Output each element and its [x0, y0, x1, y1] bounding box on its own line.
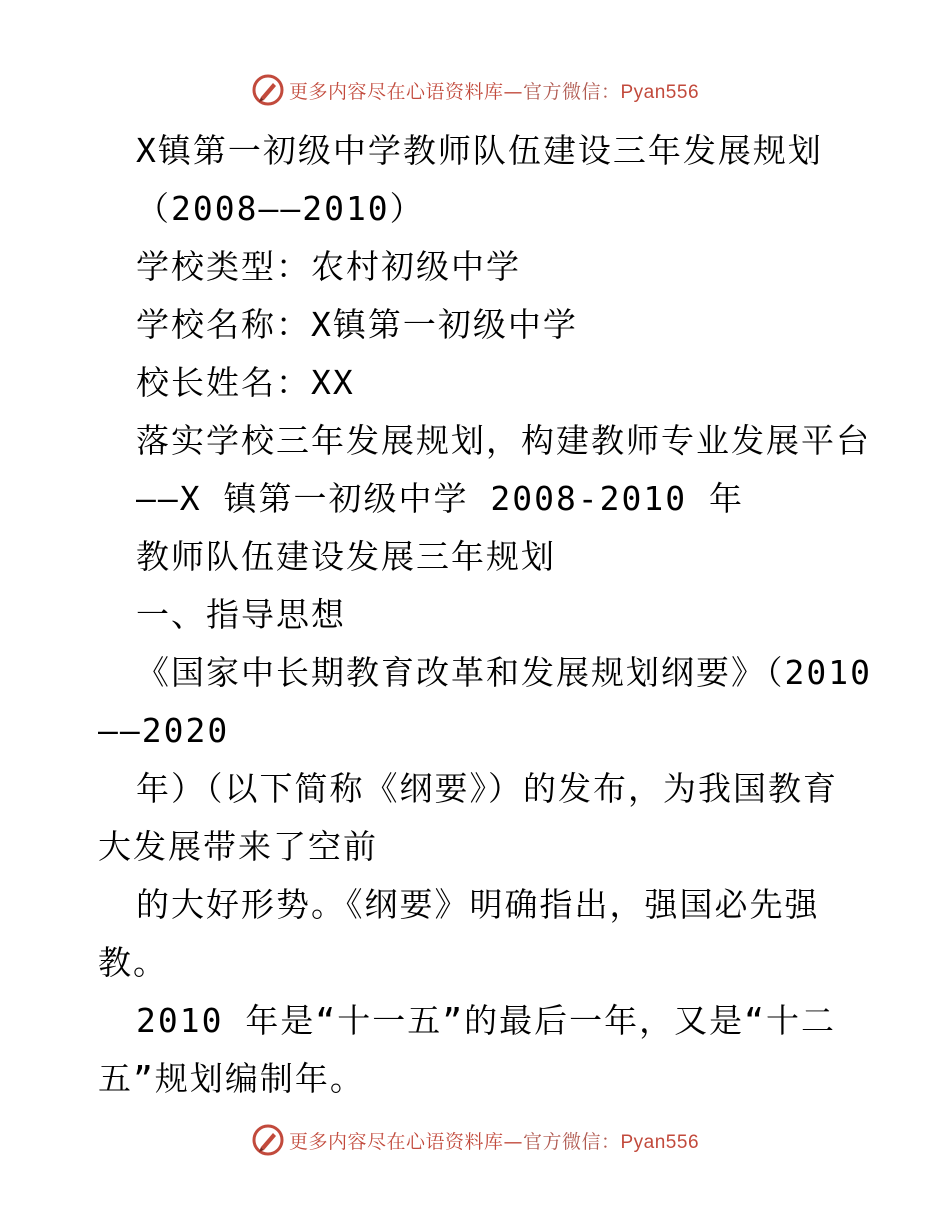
watermark-dash: —	[503, 1130, 523, 1153]
pen-circle-icon	[251, 73, 285, 107]
paragraph-4-line-2: 五”规划编制年。	[98, 1059, 365, 1098]
watermark-banner-bottom	[0, 1120, 950, 1160]
school-name: 学校名称：X镇第一初级中学	[136, 305, 578, 344]
document-years: （2008——2010）	[136, 189, 425, 228]
principal-name: 校长姓名：XX	[136, 363, 355, 402]
paragraph-2-line-1: 年）（以下简称《纲要》）的发布，为我国教育	[136, 769, 838, 808]
section-heading: 一、指导思想	[136, 595, 346, 634]
document-title: X镇第一初级中学教师队伍建设三年发展规划	[136, 131, 823, 170]
paragraph-2-line-2: 大发展带来了空前	[98, 827, 378, 866]
watermark-official: 官方微信：	[522, 80, 621, 103]
watermark-id: Pyan556	[620, 81, 700, 103]
watermark-text	[289, 1127, 699, 1154]
subtitle-line-2: ——X 镇第一初级中学 2008-2010 年	[136, 479, 745, 518]
paragraph-3-line-2: 教。	[98, 943, 168, 982]
paragraph-1-line-1: 《国家中长期教育改革和发展规划纲要》（2010	[136, 653, 872, 692]
subtitle-line-1: 落实学校三年发展规划，构建教师专业发展平台	[136, 421, 871, 460]
subtitle-line-3: 教师队伍建设发展三年规划	[136, 537, 556, 576]
paragraph-1-line-2: ——2020	[98, 711, 230, 750]
paragraph-4-line-1: 2010 年是“十一五”的最后一年，又是“十二	[136, 1001, 836, 1040]
watermark-text	[289, 77, 699, 104]
watermark-main: 更多内容尽在心语资料库	[288, 80, 504, 103]
watermark-official: 官方微信：	[522, 1130, 621, 1153]
watermark-main: 更多内容尽在心语资料库	[288, 1130, 504, 1153]
watermark-id: Pyan556	[620, 1131, 700, 1153]
pen-circle-icon	[251, 1123, 285, 1157]
document-body	[98, 122, 872, 1108]
paragraph-3-line-1: 的大好形势。《纲要》明确指出，强国必先强	[136, 885, 820, 924]
school-type: 学校类型：农村初级中学	[136, 247, 521, 286]
watermark-dash: —	[503, 80, 523, 103]
watermark-banner-top	[0, 70, 950, 110]
